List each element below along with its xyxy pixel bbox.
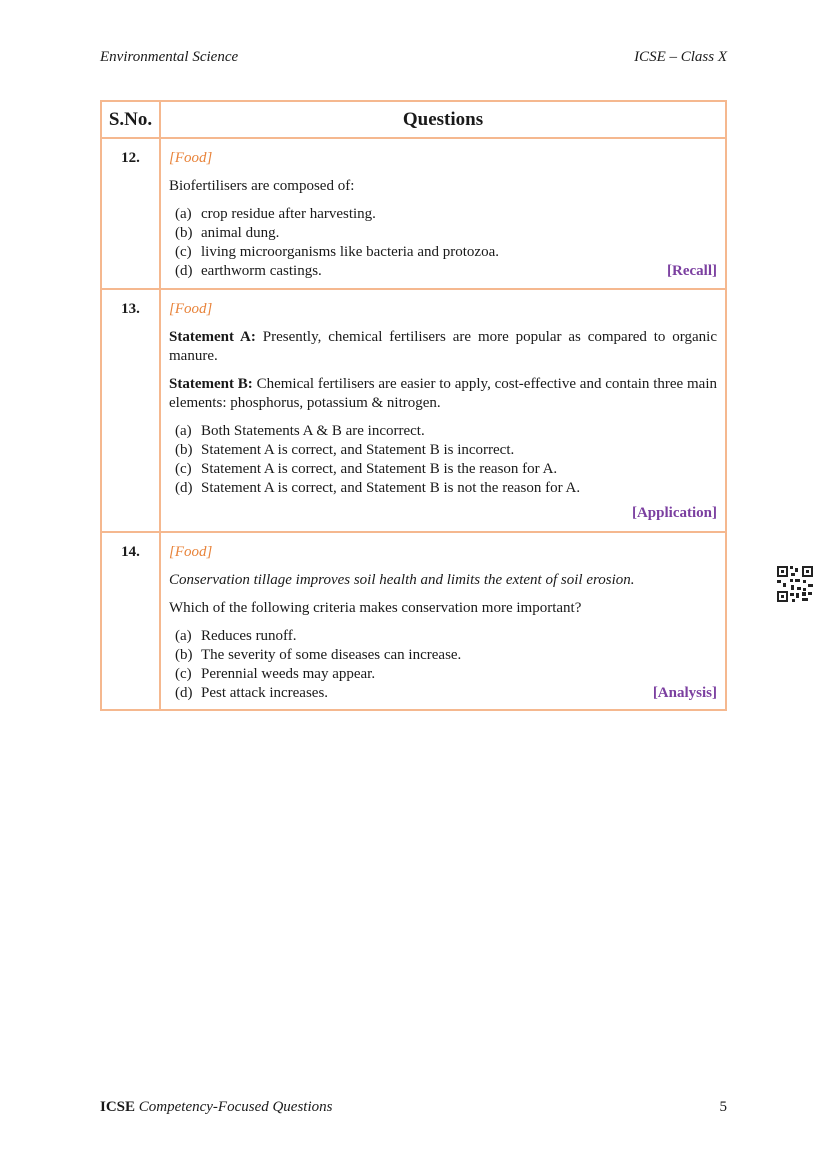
option-label: (b): [175, 225, 193, 241]
option-text: earthworm castings.: [201, 263, 322, 279]
statement-a-label: Statement A:: [169, 329, 256, 345]
option-item: [175, 243, 717, 262]
question-row: [101, 138, 726, 289]
question-topic: [Food]: [169, 544, 213, 560]
question-number: 14.: [101, 532, 160, 710]
footer-brand: ICSE: [100, 1099, 136, 1115]
question-topic: [Food]: [169, 150, 213, 166]
option-label: (d): [175, 263, 193, 279]
competency-level: [Application]: [631, 505, 717, 521]
option-item: [175, 441, 717, 460]
question-number: 12.: [101, 138, 160, 289]
statement-b-text: Chemical fertilisers are easier to apply, cost-effective and contain three main elements: phosphorus, potassium & nitrogen.: [169, 376, 717, 411]
option-text: animal dung.: [201, 225, 280, 241]
option-item: [175, 262, 717, 281]
option-text: living microorganisms like bacteria and protozoa.: [201, 244, 499, 260]
option-text: crop residue after harvesting.: [201, 206, 376, 222]
option-label: (a): [175, 628, 192, 644]
option-item: [175, 479, 717, 498]
qr-code-icon[interactable]: [776, 565, 814, 603]
option-label: (c): [175, 461, 192, 477]
option-label: (b): [175, 442, 193, 458]
sno-header: S.No.: [101, 101, 160, 138]
option-list: [175, 627, 717, 703]
option-text: Pest attack increases.: [201, 685, 329, 701]
option-label: (a): [175, 206, 192, 222]
option-label: (c): [175, 666, 192, 682]
option-item: [175, 646, 717, 665]
option-text: Reduces runoff.: [201, 628, 297, 644]
question-body: [160, 289, 726, 532]
questions-header: Questions: [160, 101, 726, 138]
question-topic: [Food]: [169, 301, 213, 317]
option-text: Both Statements A & B are incorrect.: [201, 423, 425, 439]
table-header-row: [101, 101, 726, 138]
option-text: Statement A is correct, and Statement B is not the reason for A.: [201, 480, 581, 496]
question-row: [101, 532, 726, 710]
footer-title: [100, 1099, 332, 1116]
question-body: [160, 138, 726, 289]
statement-a-text: Presently, chemical fertilisers are more popular as compared to organic manure.: [169, 329, 718, 364]
question-number: 13.: [101, 289, 160, 532]
option-item: [175, 627, 717, 646]
page-number: 5: [719, 1099, 727, 1115]
question-context: Conservation tillage improves soil health and limits the extent of soil erosion.: [169, 572, 635, 588]
option-text: Statement A is correct, and Statement B is incorrect.: [201, 442, 515, 458]
option-label: (d): [175, 685, 193, 701]
option-item: [175, 684, 717, 703]
option-item: [175, 224, 717, 243]
questions-table: [100, 100, 727, 711]
option-item: [175, 205, 717, 224]
option-item: [175, 422, 717, 441]
question-stem: Which of the following criteria makes conservation more important?: [169, 600, 582, 616]
option-label: (d): [175, 480, 193, 496]
competency-level: [Recall]: [667, 263, 717, 279]
competency-level: [Analysis]: [652, 685, 717, 701]
header-class: ICSE – Class X: [634, 49, 727, 65]
statement-b: [169, 375, 717, 413]
header-subject: Environmental Science: [100, 49, 239, 65]
statement-b-label: Statement B:: [169, 376, 253, 392]
option-item: [175, 460, 717, 479]
option-label: (c): [175, 244, 192, 260]
statement-a: [169, 328, 717, 366]
option-list: [175, 205, 717, 281]
option-item: [175, 665, 717, 684]
question-body: [160, 532, 726, 710]
option-text: Statement A is correct, and Statement B is the reason for A.: [201, 461, 558, 477]
option-label: (b): [175, 647, 193, 663]
option-list: [175, 422, 717, 498]
question-stem: Biofertilisers are composed of:: [169, 178, 355, 194]
question-row: [101, 289, 726, 532]
footer-series: Competency-Focused Questions: [135, 1099, 333, 1115]
option-label: (a): [175, 423, 192, 439]
option-text: Perennial weeds may appear.: [201, 666, 376, 682]
option-text: The severity of some diseases can increase.: [201, 647, 462, 663]
